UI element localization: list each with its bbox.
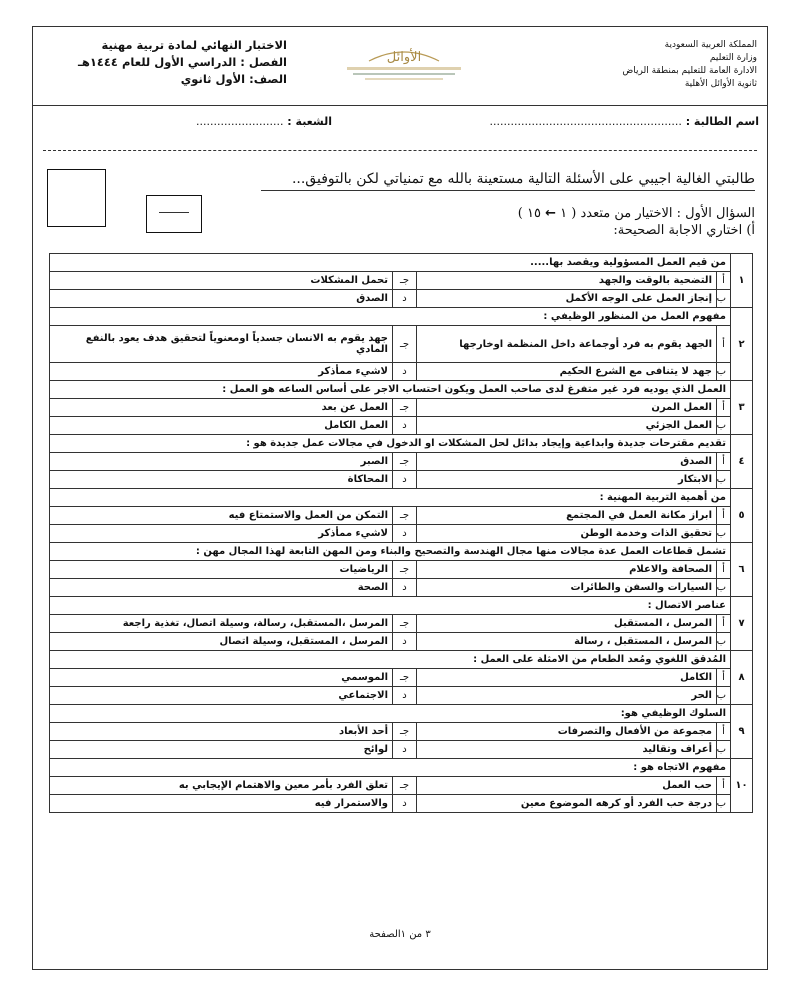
option-text[interactable]: الصدق [50,290,393,308]
options-row [50,579,753,597]
options-row [50,723,753,741]
intro-underline [261,190,755,191]
option-text[interactable]: المحاكاة [50,471,393,489]
question-number: ٥ [731,489,753,543]
score-box[interactable] [146,195,202,233]
page-number: ٣ من ١الصفحة [369,929,431,940]
options-row [50,399,753,417]
question-stem-row [50,308,753,326]
option-letter[interactable]: جـ [393,777,417,795]
option-letter[interactable]: جـ [393,399,417,417]
options-row [50,615,753,633]
option-letter[interactable]: جـ [393,723,417,741]
header-right-line: المملكة العربية السعودية [664,40,757,50]
exam-semester: الفصل : الدراسي الأول للعام ١٤٤٤هـ [77,55,287,69]
option-text[interactable]: الصبر [50,453,393,471]
q1-marks-to: ١٥ [527,206,541,221]
option-text[interactable]: تحقيق الذات وخدمة الوطن [417,525,717,543]
options-row [50,363,753,381]
q1-title-text: السؤال الأول : الاختيار من متعدد [580,206,755,221]
option-letter[interactable]: أ [717,399,731,417]
option-letter[interactable]: أ [717,615,731,633]
option-text[interactable]: والاستمرار فيه [50,795,393,813]
option-text[interactable]: السيارات والسفن والطائرات [417,579,717,597]
option-letter[interactable]: أ [717,777,731,795]
option-text[interactable]: الصحافة والاعلام [417,561,717,579]
options-row [50,741,753,759]
question-one-title: السؤال الأول : الاختيار من متعدد ( ١ ← ١٥ ) [517,206,755,221]
question-number: ٣ [731,381,753,435]
option-text[interactable]: ابراز مكانة العمل في المجتمع [417,507,717,525]
option-text[interactable]: درجة حب الفرد أو كرهه الموضوع معين [417,795,717,813]
option-letter[interactable]: أ [717,669,731,687]
exam-header [33,27,767,106]
option-text[interactable]: المرسل ، المستقبل، وسيلة اتصال [50,633,393,651]
question-stem: من أهمية التربية المهنية : [50,489,731,507]
option-text[interactable]: العمل الكامل [50,417,393,435]
ministry-block [622,39,757,91]
option-letter[interactable]: جـ [393,561,417,579]
question-stem-row [50,543,753,561]
branch-label: الشعبة : [287,115,332,128]
option-text[interactable]: لوائح [50,741,393,759]
options-row [50,687,753,705]
options-row [50,561,753,579]
option-letter[interactable]: ب [717,741,731,759]
option-text[interactable]: أعراف وتقاليد [417,741,717,759]
question-stem-row [50,651,753,669]
option-letter[interactable]: د [393,579,417,597]
options-row [50,777,753,795]
question-stem-row [50,597,753,615]
option-letter[interactable]: د [393,795,417,813]
student-info-row [33,113,767,135]
option-letter[interactable]: جـ [393,615,417,633]
option-letter[interactable]: ب [717,633,731,651]
option-letter[interactable]: د [393,525,417,543]
question-stem-row [50,489,753,507]
exam-page [32,26,768,970]
option-text[interactable]: الاجتماعي [50,687,393,705]
option-text[interactable]: حب العمل [417,777,717,795]
question-stem-row [50,705,753,723]
branch-field[interactable] [196,115,332,128]
option-text[interactable]: تحمل المشكلات [50,272,393,290]
option-text[interactable]: لاشيء ممأذكر [50,525,393,543]
option-letter[interactable]: أ [717,723,731,741]
question-stem-row [50,435,753,453]
question-stem-row [50,254,753,272]
svg-text:الأوائل: الأوائل [386,50,422,65]
option-text[interactable]: الصدق [417,453,717,471]
option-letter[interactable]: ب [717,687,731,705]
header-right-line: ثانوية الأوائل الأهلية [684,79,757,89]
option-letter[interactable]: جـ [393,453,417,471]
option-text[interactable]: الصحة [50,579,393,597]
option-letter[interactable]: ب [717,525,731,543]
option-letter[interactable]: د [393,687,417,705]
question-stem: تقديم مقترحات جديدة وابداعية وإيجاد بدائل لحل المشكلات او الدخول في مجالات عمل جديدة هو : [50,435,731,453]
option-text[interactable]: مجموعة من الأفعال والتصرفات [417,723,717,741]
option-letter[interactable]: جـ [393,272,417,290]
option-text[interactable]: التضحية بالوقت والجهد [417,272,717,290]
question-number: ٢ [731,308,753,381]
option-letter[interactable]: أ [717,272,731,290]
option-letter[interactable]: جـ [393,326,417,363]
option-letter[interactable]: أ [717,561,731,579]
questions-table [49,253,753,813]
option-text[interactable]: المرسل ، المستقبل ، رسالة [417,633,717,651]
exam-grade: الصف: الأول ثانوي [180,72,287,86]
option-letter[interactable]: د [393,363,417,381]
question-number: ٩ [731,705,753,759]
options-row [50,272,753,290]
score-line [159,212,189,213]
options-row [50,795,753,813]
option-letter[interactable]: ب [717,471,731,489]
options-row [50,471,753,489]
question-number: ٨ [731,651,753,705]
question-stem: المُدقق اللغوي ومُعد الطعام من الامثلة على العمل : [50,651,731,669]
option-text[interactable]: العمل الجزئي [417,417,717,435]
option-letter[interactable]: ب [717,290,731,308]
option-letter[interactable]: جـ [393,507,417,525]
option-letter[interactable]: ب [717,417,731,435]
school-logo [329,39,479,89]
question-number: ٤ [731,435,753,489]
option-text[interactable]: الابتكار [417,471,717,489]
option-text[interactable]: العمل عن بعد [50,399,393,417]
option-text[interactable]: الجهد يقوم به فرد أوجماعة داخل المنظمة اوخارجها [417,326,717,363]
option-letter[interactable]: د [393,290,417,308]
option-text[interactable]: الرياضيات [50,561,393,579]
question-stem: مفهوم العمل من المنظور الوظيفي : [50,308,731,326]
header-right-line: وزارة التعليم [709,53,757,63]
question-stem-row [50,381,753,399]
option-text[interactable]: جهد يقوم به الانسان جسدياً اومعنوياً لتحقيق هدف يعود بالنفع المادي [50,326,393,363]
option-letter[interactable]: د [393,633,417,651]
question-stem: العمل الذي يوديه فرد غير متفرغ لدى صاحب العمل ويكون احتساب الاجر على أساس الساعه هو العمل : [50,381,731,399]
arrow-icon: ← [545,206,557,221]
question-number: ٦ [731,543,753,597]
question-number: ٧ [731,597,753,651]
exam-title-block [47,37,287,88]
question-stem: تشمل قطاعات العمل عدة مجالات منها مجال الهندسة والتصحيح والبناء ومن المهن التابعة لهذا المجال مهن : [50,543,731,561]
options-row [50,507,753,525]
options-row [50,669,753,687]
option-letter[interactable]: د [393,741,417,759]
option-letter[interactable]: أ [717,326,731,363]
question-one-instruction: أ) اختاري الاجابة الصحيحة: [613,223,755,238]
student-name-label: اسم الطالبة : [685,115,759,128]
question-number: ١٠ [731,759,753,813]
branch-blank: ......................... [196,115,284,128]
student-name-field[interactable] [490,115,759,128]
option-letter[interactable]: د [393,417,417,435]
question-stem: السلوك الوظيفي هو: [50,705,731,723]
options-row [50,417,753,435]
question-number: ١ [731,254,753,308]
options-row [50,453,753,471]
option-text[interactable]: إنجاز العمل على الوجه الأكمل [417,290,717,308]
intro-text: طالبتي الغالية اجيبي على الأسئلة التالية مستعينة بالله مع تمنياتي لكن بالتوفيق... [291,171,755,187]
grade-box[interactable] [47,169,106,227]
question-stem: من قيم العمل المسؤولية ويقصد بها..... [50,254,731,272]
option-letter[interactable]: ب [717,363,731,381]
option-text[interactable]: جهد لا يتنافى مع الشرع الحكيم [417,363,717,381]
option-text[interactable]: الكامل [417,669,717,687]
option-text[interactable]: المرسل ،المستقبل، رسالة، وسيلة اتصال، تغذية راجعة [50,615,393,633]
exam-title: الاختبار النهائي لمادة تربية مهنية [101,38,287,52]
option-text[interactable]: المرسل ، المستقبل [417,615,717,633]
student-name-blank: ....................................................... [489,115,682,128]
options-row [50,525,753,543]
q1-marks-from: ١ [560,206,568,221]
option-text[interactable]: أحد الأبعاد [50,723,393,741]
options-row [50,326,753,363]
option-text[interactable]: الموسمي [50,669,393,687]
header-right-line: الادارة العامة للتعليم بمنطقة الرياض [622,66,757,76]
option-letter[interactable]: ب [717,579,731,597]
question-stem: عناصر الاتصال : [50,597,731,615]
options-row [50,633,753,651]
option-letter[interactable]: ب [717,795,731,813]
question-stem: مفهوم الاتجاه هو : [50,759,731,777]
option-letter[interactable]: أ [717,453,731,471]
option-text[interactable]: لاشيء ممأذكر [50,363,393,381]
dashed-divider [43,150,757,151]
option-letter[interactable]: جـ [393,669,417,687]
option-text[interactable]: التمكن من العمل والاستمتاع فيه [50,507,393,525]
option-text[interactable]: تعلق الفرد بأمر معين والاهتمام الإيجابي به [50,777,393,795]
question-stem-row [50,759,753,777]
option-text[interactable]: العمل المرن [417,399,717,417]
option-letter[interactable]: د [393,471,417,489]
options-row [50,290,753,308]
option-text[interactable]: الحر [417,687,717,705]
option-letter[interactable]: أ [717,507,731,525]
